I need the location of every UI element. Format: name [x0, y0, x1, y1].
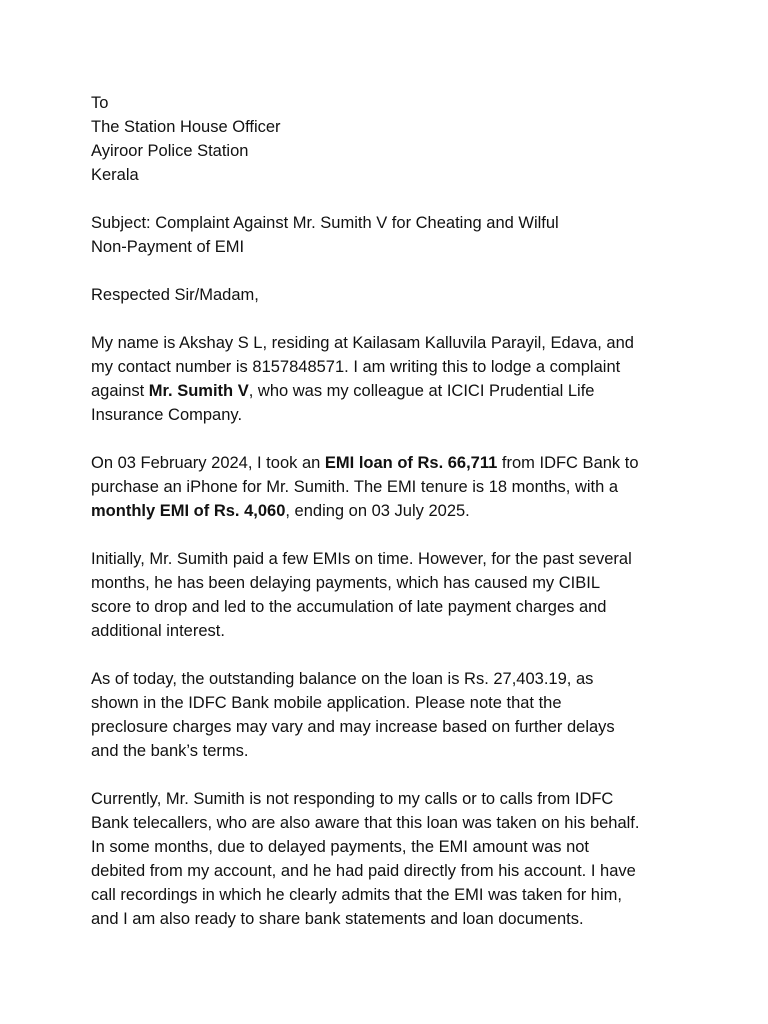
para3-line-3: score to drop and led to the accumulation of late payment charges and	[91, 598, 607, 616]
subject-line-2: Non-Payment of EMI	[91, 238, 245, 256]
para2-line-3b: , ending on 03 July 2025.	[285, 502, 470, 520]
paragraph-current-status	[91, 787, 691, 931]
para2-line-1	[91, 451, 691, 475]
para1-line-3c: , who was my colleague at ICICI Prudential Life	[248, 382, 595, 400]
subject-line-1: Subject: Complaint Against Mr. Sumith V for Cheating and Wilful	[91, 214, 559, 232]
para4-line-1: As of today, the outstanding balance on the loan is Rs. 27,403.19, as	[91, 670, 594, 688]
address-to: To	[91, 94, 109, 112]
monthly-emi: monthly EMI of Rs. 4,060	[91, 502, 286, 520]
paragraph-loan-details	[91, 451, 691, 523]
para5-line-1: Currently, Mr. Sumith is not responding to my calls or to calls from IDFC	[91, 790, 614, 808]
para1-line-3a: against	[91, 382, 149, 400]
para1-line-2: my contact number is 8157848571. I am writing this to lodge a complaint	[91, 358, 621, 376]
address-line-1: The Station House Officer	[91, 118, 281, 136]
para3-line-4: additional interest.	[91, 622, 225, 640]
para2-line-1a: On 03 February 2024, I took an	[91, 454, 325, 472]
para5-line-6: and I am also ready to share bank statements and loan documents.	[91, 910, 584, 928]
para4-line-4: and the bank’s terms.	[91, 742, 249, 760]
recipient-address	[91, 91, 691, 187]
para2-line-1c: from IDFC Bank to	[497, 454, 639, 472]
para5-line-3: In some months, due to delayed payments, the EMI amount was not	[91, 838, 590, 856]
address-line-3: Kerala	[91, 166, 139, 184]
para4-line-2: shown in the IDFC Bank mobile application. Please note that the	[91, 694, 562, 712]
para2-line-2: purchase an iPhone for Mr. Sumith. The EMI tenure is 18 months, with a	[91, 478, 619, 496]
address-line-2: Ayiroor Police Station	[91, 142, 249, 160]
paragraph-introduction	[91, 331, 691, 427]
para3-line-2: months, he has been delaying payments, which has caused my CIBIL	[91, 574, 601, 592]
accused-name: Mr. Sumith V	[148, 382, 249, 400]
salutation	[91, 283, 691, 307]
subject-block	[91, 211, 691, 259]
para1-line-3	[91, 379, 691, 403]
paragraph-delays	[91, 547, 691, 643]
para1-line-1: My name is Akshay S L, residing at Kailasam Kalluvila Parayil, Edava, and	[91, 334, 634, 352]
para5-line-4: debited from my account, and he had paid directly from his account. I have	[91, 862, 636, 880]
loan-amount: EMI loan of Rs. 66,711	[324, 454, 498, 472]
para3-line-1: Initially, Mr. Sumith paid a few EMIs on time. However, for the past several	[91, 550, 632, 568]
para5-line-5: call recordings in which he clearly admits that the EMI was taken for him,	[91, 886, 622, 904]
para4-line-3: preclosure charges may vary and may increase based on further delays	[91, 718, 615, 736]
para2-line-3	[91, 499, 691, 523]
para1-line-4: Insurance Company.	[91, 406, 243, 424]
para5-line-2: Bank telecallers, who are also aware that this loan was taken on his behalf.	[91, 814, 640, 832]
salutation-text: Respected Sir/Madam,	[91, 286, 259, 304]
paragraph-outstanding-balance	[91, 667, 691, 763]
